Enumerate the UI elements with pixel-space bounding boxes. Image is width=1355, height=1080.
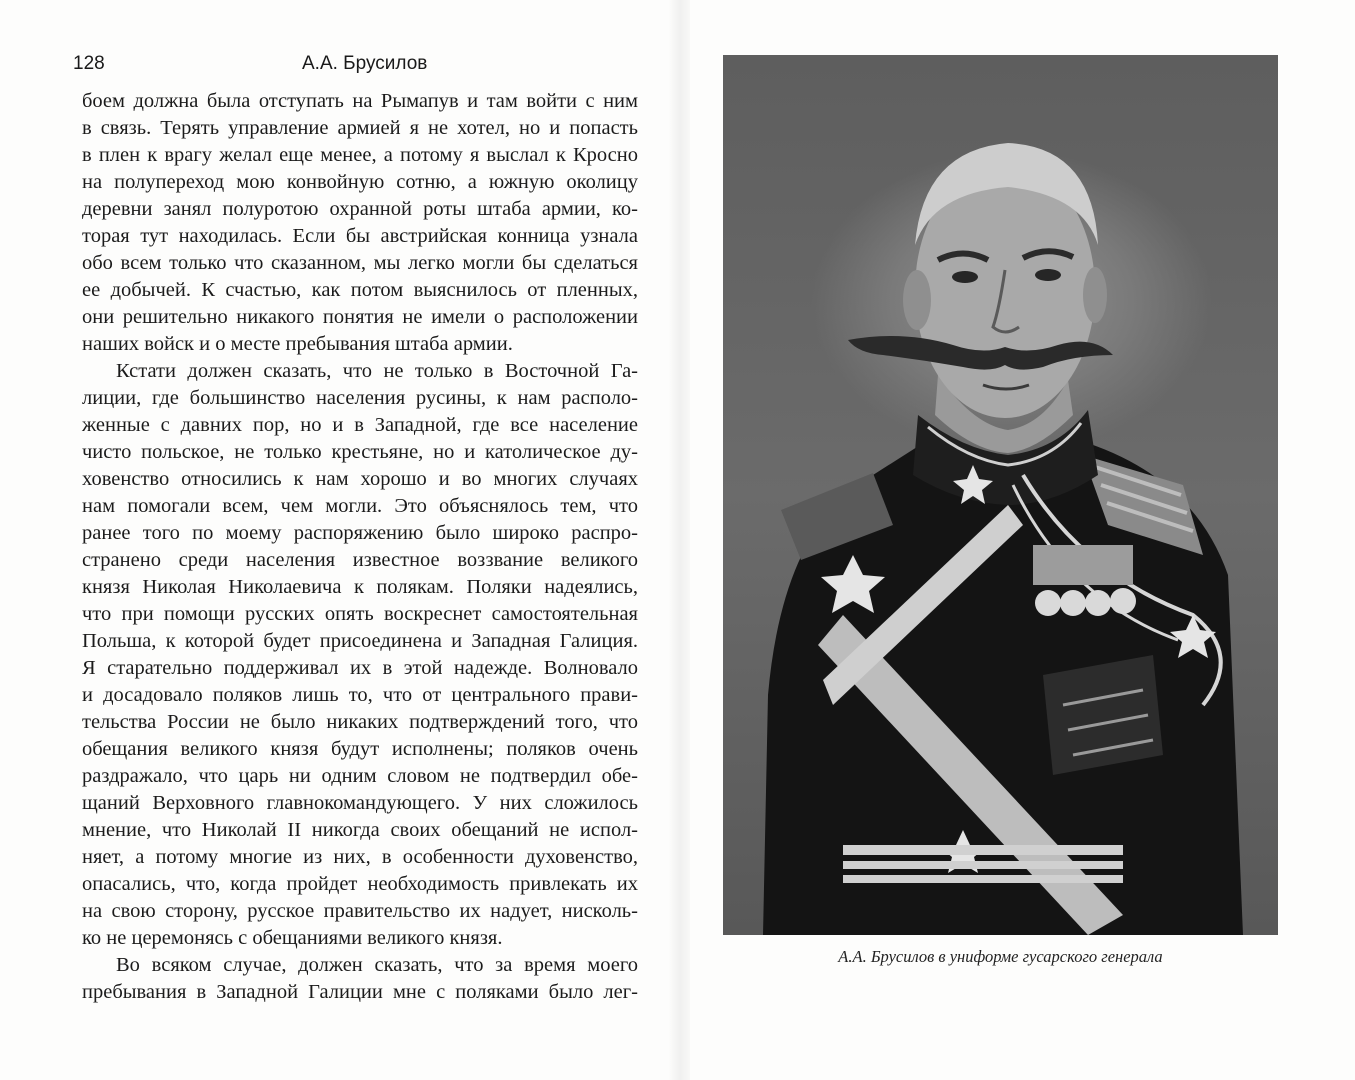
text-line: на полупереход мою конвойную сотню, а южную околицу [82, 171, 638, 193]
text-line: в плен к врагу желал еще менее, а потому я выслал к Кросно [82, 144, 638, 166]
text-line: мнение, что Николай II никогда своих обещаний не испол- [82, 819, 638, 841]
text-line: обо всем только что сказанном, мы легко могли бы сделаться [82, 252, 638, 274]
text-line: что при помощи русских опять воскреснет самостоятельная [82, 603, 638, 625]
text-line: князя Николая Николаевича к полякам. Поляки надеялись, [82, 576, 638, 598]
text-line: ко не церемонясь с обещаниями великого князя. [82, 927, 503, 949]
text-line: опасались, что, когда пройдет необходимость привлекать их [82, 873, 638, 895]
text-line: они решительно никакого понятия не имели о расположении [82, 306, 638, 328]
portrait-photo [723, 55, 1278, 935]
text-line: ховенство относились к нам хорошо и во многих случаях [82, 468, 638, 490]
text-line: Я старательно поддерживал их в этой надежде. Волновало [82, 657, 638, 679]
text-line: лиции, где большинство населения русины, к нам располо- [82, 387, 638, 409]
figure-caption: А.А. Брусилов в униформе гусарского генерала [838, 947, 1163, 966]
text-line: и досадовало поляков лишь то, что от центрального прави- [82, 684, 638, 706]
page-header [73, 50, 643, 78]
text-line: пребывания в Западной Галиции мне с поляками было лег- [82, 981, 638, 1003]
text-line: женные с давних пор, но и в Западной, где все население [82, 414, 638, 436]
text-line: обещания великого князя будут исполнены; поляков очень [82, 738, 638, 760]
text-line: наших войск и о месте пребывания штаба армии. [82, 333, 513, 355]
medals [1033, 545, 1136, 616]
text-line: торая тут находилась. Если бы австрийская конница узнала [82, 225, 638, 247]
text-line: тельства России не было никаких подтверждений того, что [82, 711, 638, 733]
text-line: Кстати должен сказать, что не только в Восточной Га- [116, 360, 638, 382]
text-line: щаний Верховного главнокомандующего. У них сложилось [82, 792, 638, 814]
text-line: на свою сторону, русское правительство их надует, нисколь- [82, 900, 638, 922]
text-line: раздражало, что царь ни одним словом не подтвердил обе- [82, 765, 638, 787]
text-line: чисто польское, не только крестьяне, но и католическое ду- [82, 441, 638, 463]
text-line: ее добычей. К счастью, как потом выяснилось от пленных, [82, 279, 638, 301]
text-line: нам помогали всем, чем могли. Это объяснялось тем, что [82, 495, 638, 517]
text-line: няет, а потому многие из них, в особенности духовенство, [82, 846, 638, 868]
belt [843, 845, 1123, 883]
text-line: Во всяком случае, должен сказать, что за время моего [116, 954, 638, 976]
text-line: боем должна была отступать на Рымапув и там войти с ним [82, 90, 638, 112]
text-line: Польша, к которой будет присоединена и Западная Галиция. [82, 630, 638, 652]
page-number: 128 [73, 53, 105, 74]
text-line: ранее того по моему распоряжению было широко распро- [82, 522, 638, 544]
text-line: странено среди населения известное воззвание великого [82, 549, 638, 571]
text-line: в связь. Терять управление армией я не хотел, но и попасть [82, 117, 638, 139]
text-line: деревни занял полуротою охранной роты штаба армии, ко- [82, 198, 638, 220]
running-title: А.А. Брусилов [302, 53, 428, 74]
body-text [82, 88, 638, 1006]
book-gutter [668, 0, 690, 1080]
